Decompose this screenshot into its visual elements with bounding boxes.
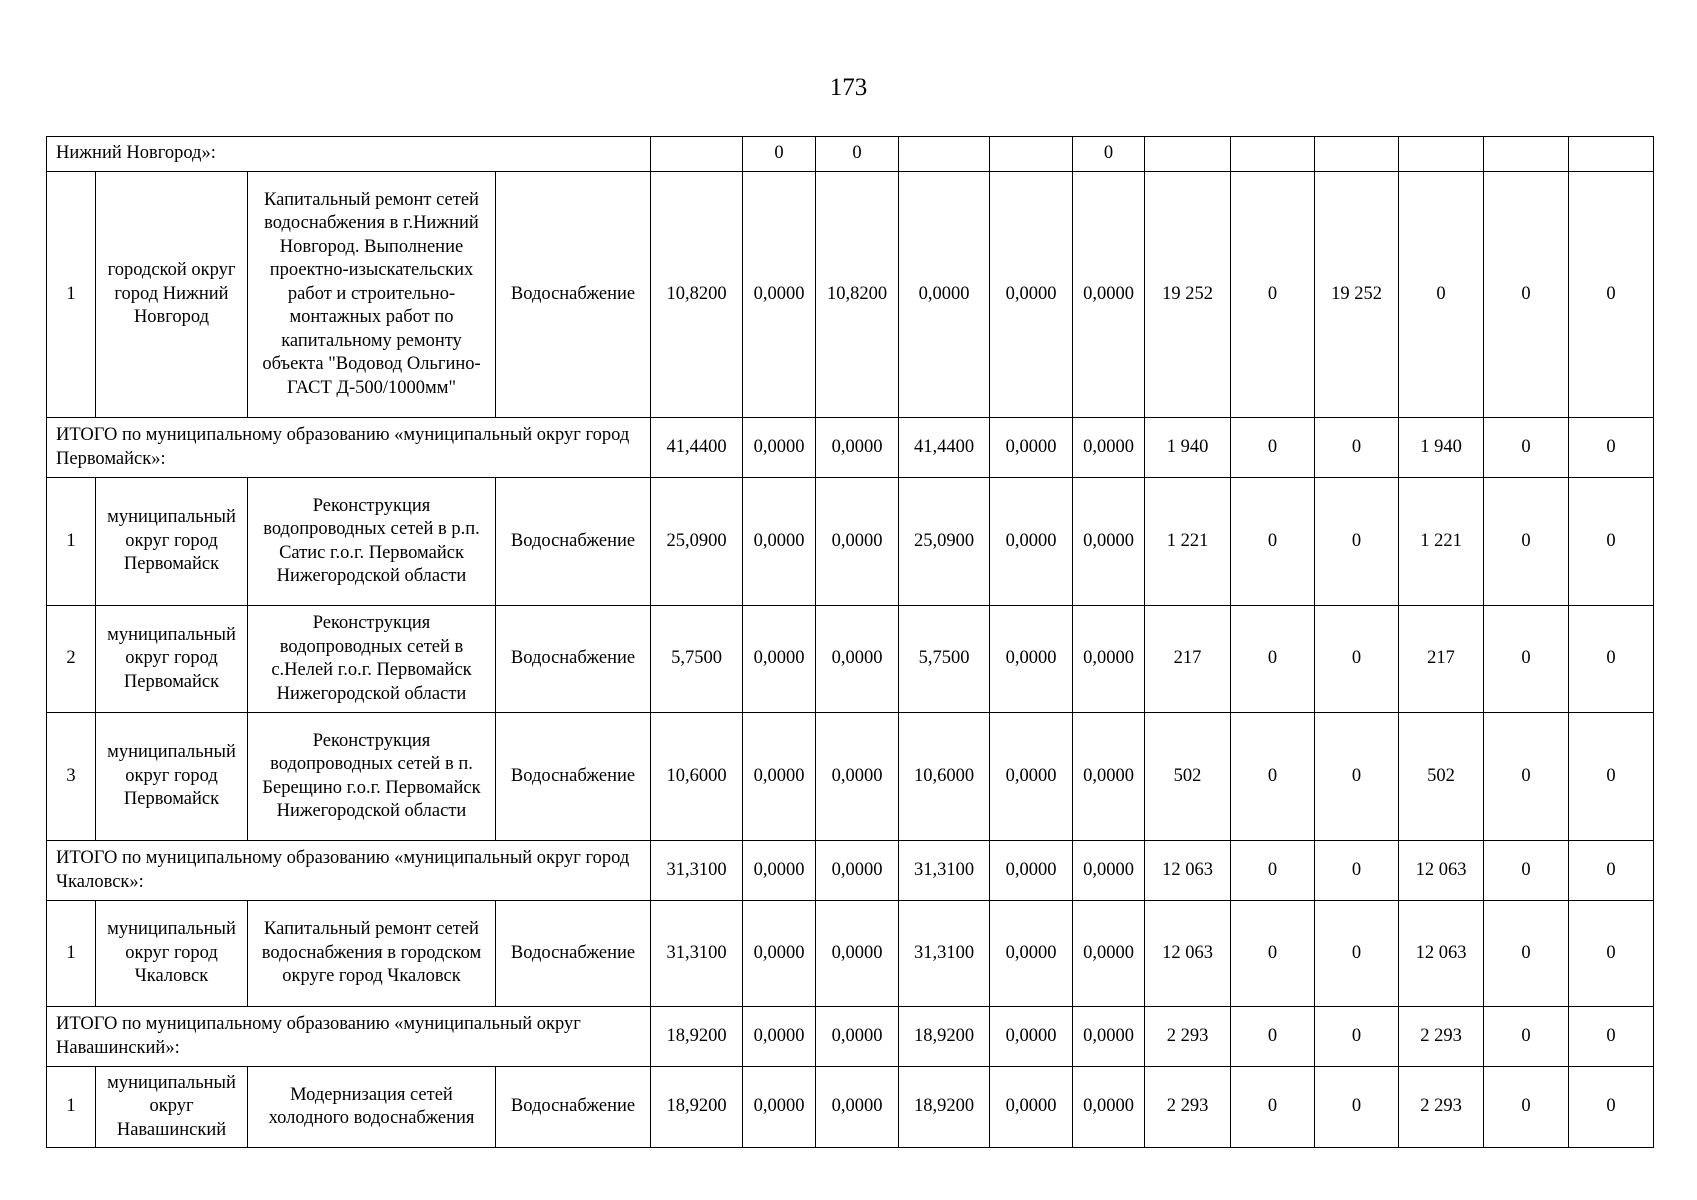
value-cell: 0,0000: [1073, 901, 1145, 1007]
total-label: ИТОГО по муниципальному образованию «муниципальный округ Навашинский»:: [47, 1007, 651, 1067]
value-cell: 31,3100: [899, 901, 990, 1007]
row-number-cell: 3: [47, 713, 96, 841]
value-cell: 0: [1231, 606, 1315, 713]
page-number: 173: [829, 74, 868, 101]
service-type-cell: Водоснабжение: [496, 172, 651, 418]
value-cell: 0,0000: [816, 841, 899, 901]
table-row: [47, 713, 1654, 841]
value-cell: 0,0000: [743, 418, 816, 478]
value-cell: 12 063: [1399, 901, 1484, 1007]
object-name-cell: Капитальный ремонт сетей водоснабжения в городском округе город Чкаловск: [248, 901, 496, 1007]
value-cell: 0: [1569, 841, 1654, 901]
row-number-cell: 1: [47, 1067, 96, 1148]
value-cell: 0: [1569, 901, 1654, 1007]
value-cell: 0,0000: [743, 713, 816, 841]
object-name-cell: Реконструкция водопроводных сетей в р.п. Сатис г.о.г. Первомайск Нижегородской области: [248, 478, 496, 606]
value-cell: 0: [1484, 172, 1569, 418]
value-cell: 0,0000: [743, 478, 816, 606]
value-cell: [990, 137, 1073, 172]
value-cell: 0: [1315, 901, 1399, 1007]
value-cell: [899, 137, 990, 172]
value-cell: 0,0000: [1073, 478, 1145, 606]
object-name-cell: Реконструкция водопроводных сетей в с.Нелей г.о.г. Первомайск Нижегородской области: [248, 606, 496, 713]
value-cell: [1484, 137, 1569, 172]
service-type-cell: Водоснабжение: [496, 713, 651, 841]
municipality-cell: муниципальный округ город Чкаловск: [96, 901, 248, 1007]
value-cell: 0: [1315, 1007, 1399, 1067]
value-cell: 0: [1399, 172, 1484, 418]
value-cell: 2 293: [1399, 1067, 1484, 1148]
value-cell: 31,3100: [899, 841, 990, 901]
value-cell: 0,0000: [743, 841, 816, 901]
value-cell: 502: [1145, 713, 1231, 841]
value-cell: 5,7500: [899, 606, 990, 713]
value-cell: 2 293: [1399, 1007, 1484, 1067]
value-cell: 1 940: [1145, 418, 1231, 478]
table-row: [47, 1067, 1654, 1148]
service-type-cell: Водоснабжение: [496, 1067, 651, 1148]
value-cell: 1 221: [1145, 478, 1231, 606]
value-cell: 0: [1231, 478, 1315, 606]
value-cell: 0: [1484, 606, 1569, 713]
value-cell: 0,0000: [990, 841, 1073, 901]
value-cell: 0: [1231, 418, 1315, 478]
value-cell: 0: [1231, 1067, 1315, 1148]
value-cell: 0: [1315, 841, 1399, 901]
value-cell: 0: [1231, 901, 1315, 1007]
table-row: [47, 901, 1654, 1007]
value-cell: 25,0900: [899, 478, 990, 606]
value-cell: 0,0000: [1073, 1067, 1145, 1148]
value-cell: 0: [1569, 1067, 1654, 1148]
value-cell: 502: [1399, 713, 1484, 841]
service-type-cell: Водоснабжение: [496, 606, 651, 713]
value-cell: 0,0000: [743, 1007, 816, 1067]
value-cell: 0: [1569, 478, 1654, 606]
value-cell: 0,0000: [816, 418, 899, 478]
value-cell: 0,0000: [816, 1067, 899, 1148]
value-cell: 0,0000: [816, 713, 899, 841]
total-row: [47, 137, 1654, 172]
object-name-cell: Реконструкция водопроводных сетей в п. Берещино г.о.г. Первомайск Нижегородской области: [248, 713, 496, 841]
value-cell: 2 293: [1145, 1067, 1231, 1148]
value-cell: 0: [1073, 137, 1145, 172]
value-cell: 19 252: [1315, 172, 1399, 418]
value-cell: 0: [1484, 1007, 1569, 1067]
value-cell: 5,7500: [651, 606, 743, 713]
municipality-cell: муниципальный округ город Первомайск: [96, 713, 248, 841]
value-cell: 12 063: [1145, 901, 1231, 1007]
table-row: [47, 172, 1654, 418]
value-cell: 0,0000: [990, 606, 1073, 713]
service-type-cell: Водоснабжение: [496, 901, 651, 1007]
value-cell: 0,0000: [816, 478, 899, 606]
table-row: [47, 478, 1654, 606]
value-cell: 0: [1484, 418, 1569, 478]
total-row: [47, 1007, 1654, 1067]
value-cell: 0: [1569, 172, 1654, 418]
total-row: [47, 418, 1654, 478]
row-number-cell: 1: [47, 172, 96, 418]
value-cell: 41,4400: [651, 418, 743, 478]
value-cell: 0: [1484, 1067, 1569, 1148]
value-cell: 0,0000: [1073, 841, 1145, 901]
row-number-cell: 1: [47, 901, 96, 1007]
value-cell: 18,9200: [899, 1007, 990, 1067]
total-row: [47, 841, 1654, 901]
value-cell: 0,0000: [1073, 418, 1145, 478]
total-label: ИТОГО по муниципальному образованию «муниципальный округ город Чкаловск»:: [47, 841, 651, 901]
value-cell: 0: [743, 137, 816, 172]
value-cell: 0,0000: [1073, 606, 1145, 713]
value-cell: 0,0000: [816, 1007, 899, 1067]
value-cell: [1569, 137, 1654, 172]
value-cell: 0: [1231, 841, 1315, 901]
value-cell: 0: [1231, 1007, 1315, 1067]
value-cell: 0,0000: [1073, 172, 1145, 418]
value-cell: 2 293: [1145, 1007, 1231, 1067]
table-body: [47, 137, 1654, 1148]
value-cell: [1399, 137, 1484, 172]
value-cell: 0,0000: [990, 478, 1073, 606]
value-cell: 19 252: [1145, 172, 1231, 418]
value-cell: 0: [1484, 478, 1569, 606]
value-cell: 0,0000: [1073, 1007, 1145, 1067]
value-cell: 31,3100: [651, 901, 743, 1007]
row-number-cell: 1: [47, 478, 96, 606]
value-cell: 0: [1231, 172, 1315, 418]
value-cell: 41,4400: [899, 418, 990, 478]
value-cell: 0: [1569, 418, 1654, 478]
value-cell: 0: [816, 137, 899, 172]
value-cell: 10,6000: [899, 713, 990, 841]
value-cell: 1 940: [1399, 418, 1484, 478]
value-cell: 18,9200: [651, 1007, 743, 1067]
investment-program-table: [46, 136, 1654, 1148]
value-cell: 0,0000: [816, 606, 899, 713]
value-cell: [1315, 137, 1399, 172]
value-cell: 0: [1315, 478, 1399, 606]
value-cell: 10,8200: [816, 172, 899, 418]
value-cell: 10,6000: [651, 713, 743, 841]
value-cell: 0: [1484, 901, 1569, 1007]
value-cell: 1 221: [1399, 478, 1484, 606]
municipality-cell: муниципальный округ город Первомайск: [96, 478, 248, 606]
value-cell: 0,0000: [1073, 713, 1145, 841]
value-cell: [651, 137, 743, 172]
value-cell: 18,9200: [651, 1067, 743, 1148]
value-cell: 0,0000: [990, 901, 1073, 1007]
value-cell: [1231, 137, 1315, 172]
value-cell: 0: [1315, 1067, 1399, 1148]
value-cell: 18,9200: [899, 1067, 990, 1148]
value-cell: 0,0000: [816, 901, 899, 1007]
value-cell: 217: [1145, 606, 1231, 713]
value-cell: 25,0900: [651, 478, 743, 606]
value-cell: 0,0000: [743, 901, 816, 1007]
table-row: [47, 606, 1654, 713]
municipality-cell: муниципальный округ город Первомайск: [96, 606, 248, 713]
value-cell: 0,0000: [990, 1067, 1073, 1148]
service-type-cell: Водоснабжение: [496, 478, 651, 606]
value-cell: 31,3100: [651, 841, 743, 901]
municipality-cell: муниципальный округ Навашинский: [96, 1067, 248, 1148]
value-cell: 0,0000: [990, 713, 1073, 841]
object-name-cell: Капитальный ремонт сетей водоснабжения в г.Нижний Новгород. Выполнение проектно-изыскательских работ и строительно-монтажных работ по капитальному ремонту объекта "Водовод Ольгино-ГАСТ Д-500/1000мм": [248, 172, 496, 418]
total-label: Нижний Новгород»:: [47, 137, 651, 172]
municipality-cell: городской округ город Нижний Новгород: [96, 172, 248, 418]
value-cell: 0,0000: [899, 172, 990, 418]
value-cell: 10,8200: [651, 172, 743, 418]
total-label: ИТОГО по муниципальному образованию «муниципальный округ город Первомайск»:: [47, 418, 651, 478]
object-name-cell: Модернизация сетей холодного водоснабжения: [248, 1067, 496, 1148]
value-cell: 0: [1231, 713, 1315, 841]
value-cell: 0,0000: [743, 172, 816, 418]
value-cell: 0,0000: [990, 172, 1073, 418]
value-cell: 0,0000: [743, 606, 816, 713]
value-cell: 0: [1315, 418, 1399, 478]
value-cell: 0,0000: [743, 1067, 816, 1148]
value-cell: 0: [1484, 713, 1569, 841]
value-cell: 0: [1315, 713, 1399, 841]
value-cell: [1145, 137, 1231, 172]
value-cell: 0: [1569, 713, 1654, 841]
value-cell: 0: [1315, 606, 1399, 713]
row-number-cell: 2: [47, 606, 96, 713]
value-cell: 0,0000: [990, 418, 1073, 478]
value-cell: 0: [1569, 1007, 1654, 1067]
value-cell: 12 063: [1399, 841, 1484, 901]
value-cell: 217: [1399, 606, 1484, 713]
value-cell: 0,0000: [990, 1007, 1073, 1067]
value-cell: 0: [1484, 841, 1569, 901]
value-cell: 12 063: [1145, 841, 1231, 901]
value-cell: 0: [1569, 606, 1654, 713]
